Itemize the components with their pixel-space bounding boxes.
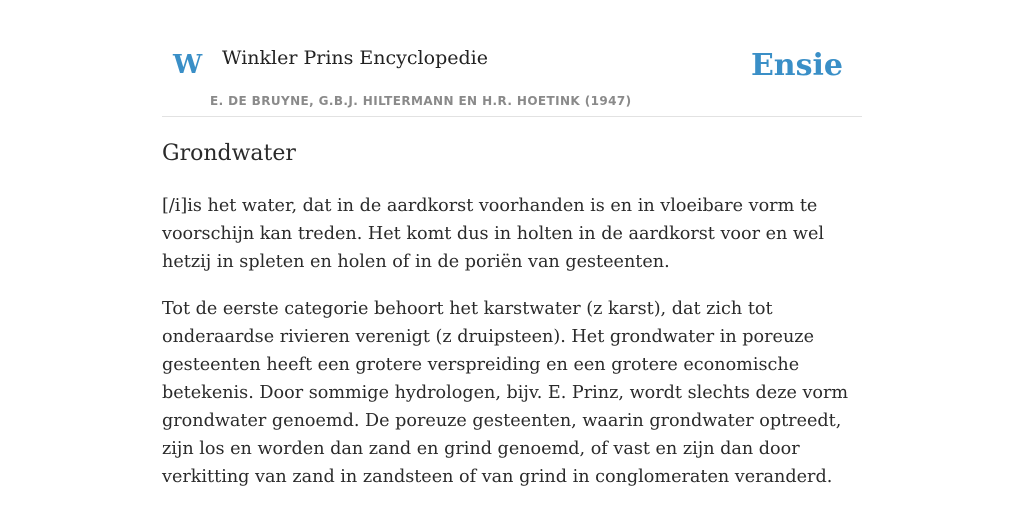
article-body bbox=[162, 192, 862, 510]
article-paragraph: [/i]is het water, dat in de aardkorst voorhanden is en in vloeibare vorm te voorschijn kan treden. Het komt dus in holten in de aardkorst voor en wel hetzij in spleten en holen of in de poriën van gesteenten. bbox=[162, 196, 825, 272]
encyclopedia-authors: E. DE BRUYNE, G.B.J. HILTERMANN EN H.R. HOETINK (1947) bbox=[210, 94, 632, 108]
page-header bbox=[162, 0, 862, 117]
ensie-brand-link[interactable]: Ensie bbox=[750, 48, 843, 83]
article-paragraph: Tot de eerste categorie behoort het karstwater (z karst), dat zich tot onderaardse rivieren verenigt (z druipsteen). Het grondwater in poreuze gesteenten heeft een grotere verspreiding en een grotere economische betekenis. Door sommige hydrologen, bijv. E. Prinz, wordt slechts deze vorm grondwater genoemd. De poreuze gesteenten, waarin grondwater optreedt, zijn los en worden dan zand en grind genoemd, of vast en zijn dan door verkitting van zand in zandsteen of van grind in conglomeraten veranderd. bbox=[162, 299, 849, 487]
article-title: Grondwater bbox=[162, 141, 296, 166]
encyclopedia-logo-letter[interactable]: W bbox=[173, 50, 203, 80]
encyclopedia-title[interactable]: Winkler Prins Encyclopedie bbox=[222, 47, 488, 69]
